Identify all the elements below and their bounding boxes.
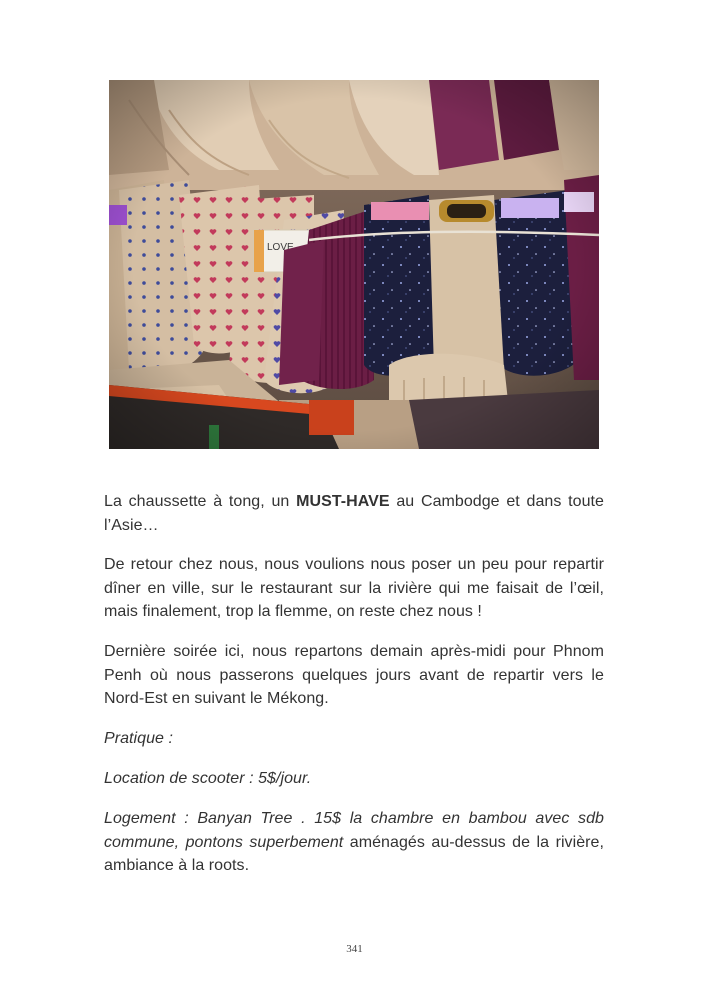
lodging-normal: aménagés au-dessus de la rivière, ambiance à la roots. xyxy=(104,833,604,874)
caption-bold: MUST-HAVE xyxy=(296,493,390,510)
caption-before: La chaussette à tong, un xyxy=(104,493,297,510)
socks-market-photo xyxy=(109,80,599,449)
lodging-italic: Logement : Banyan Tree . 15$ la chambre en bambou avec sdb commune, pontons superbement xyxy=(104,810,604,851)
page-number: 341 xyxy=(346,943,363,955)
lodging-paragraph xyxy=(104,807,604,878)
caption-paragraph xyxy=(104,490,604,537)
paragraph-return-home: De retour chez nous, nous voulions nous poser un peu pour repartir dîner en ville, sur le restaurant sur la rivière qui me faisait de l’œil, mais finalement, trop la flemme, on reste chez nous ! xyxy=(104,556,604,620)
caption-after: au Cambodge et dans toute l’Asie… xyxy=(104,493,604,534)
paragraph-last-evening: Dernière soirée ici, nous repartons demain après-midi pour Phnom Penh où nous passerons quelques jours avant de repartir vers le Nord-Est en suivant le Mékong. xyxy=(104,643,604,707)
scooter-rental-line: Location de scooter : 5$/jour. xyxy=(104,770,312,787)
practical-heading: Pratique : xyxy=(104,730,173,747)
